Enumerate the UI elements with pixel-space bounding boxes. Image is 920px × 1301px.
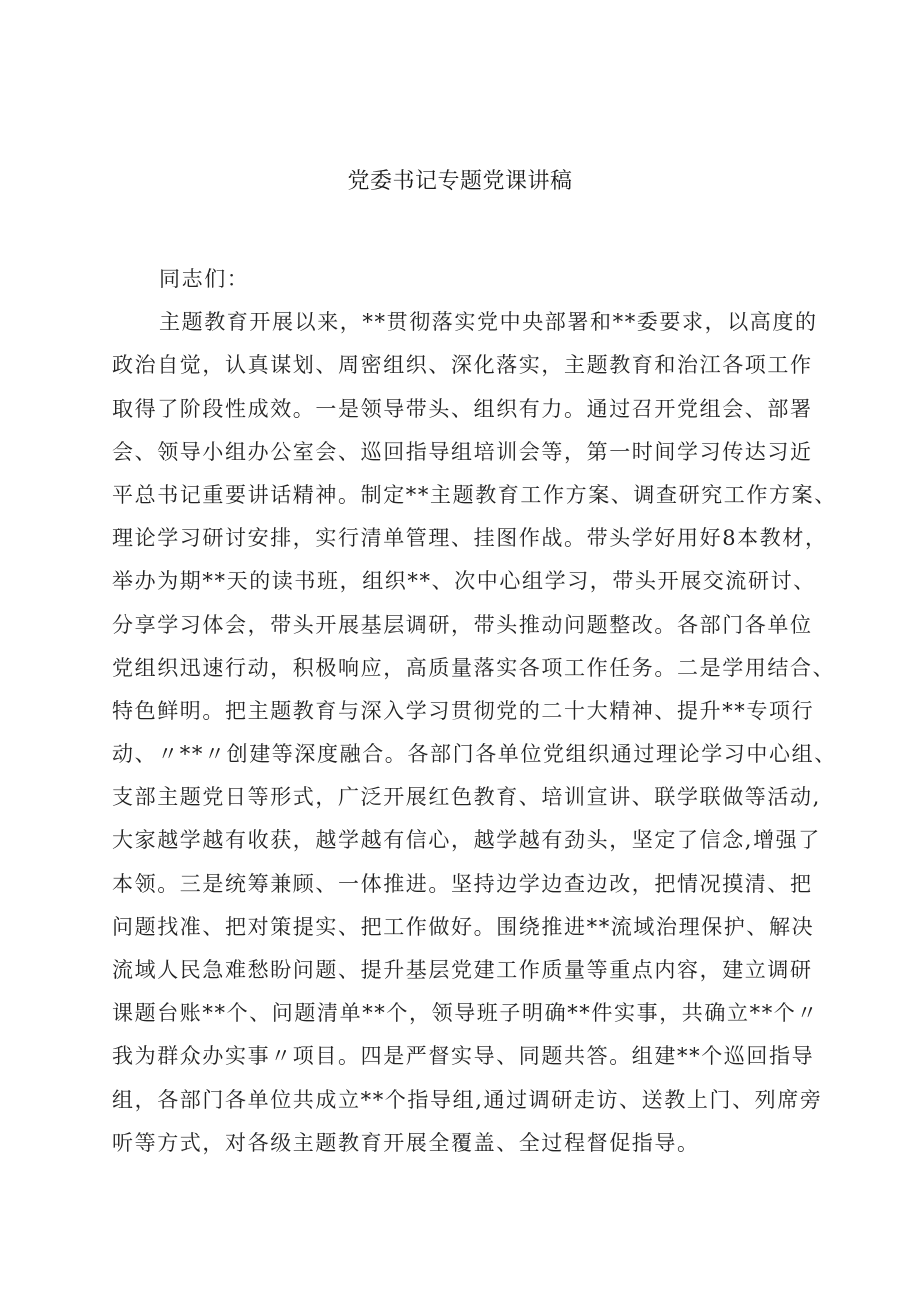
paragraph-line: 课题台账**个、问题清单**个，领导班子明确**件实事，共确立**个〃: [112, 1001, 819, 1026]
paragraph-line: 理论学习研讨安排，实行清单管理、挂图作战。带头学好用好8本教材，: [112, 526, 828, 551]
paragraph-line: 流域人民急难愁盼问题、提升基层党建工作质量等重点内容，建立调研: [112, 958, 813, 982]
paragraph-line: 主题教育开展以来，**贯彻落实党中央部署和**委要求，以高度的: [159, 310, 818, 335]
paragraph-line: 平总书记重要讲话精神。制定**主题教育工作方案、调查研究工作方案、: [112, 482, 837, 507]
paragraph-line: 会、领导小组办公室会、巡回指导组培训会等，第一时间学习传达习近: [112, 439, 813, 464]
salutation-line: 同志们：: [159, 267, 250, 291]
paragraph-line: 听等方式，对各级主题教育开展全覆盖、全过程督促指导。: [112, 1130, 700, 1155]
paragraph-line: 党组织迅速行动，积极响应，高质量落实各项工作任务。二是学用结合、: [112, 655, 836, 680]
document-title: 党委书记专题党课讲稿: [347, 169, 573, 194]
paragraph-line: 组，各部门各单位共成立**个指导组,通过调研走访、送教上门、列席旁: [112, 1087, 823, 1112]
paragraph-line: 问题找准、把对策提实、把工作做好。围绕推进**流域治理保护、解决: [112, 914, 815, 939]
paragraph-line: 支部主题党日等形式，广泛开展红色教育、培训宣讲、联学联做等活动,: [112, 785, 821, 810]
paragraph-line: 本领。三是统筹兼顾、一体推进。坚持边学边查边改，把情况摸清、把: [112, 871, 813, 896]
paragraph-line: 取得了阶段性成效。一是领导带头、组织有力。通过召开党组会、部署: [112, 396, 813, 421]
paragraph-line: 分享学习体会，带头开展基层调研，带头推动问题整改。各部门各单位: [112, 612, 813, 637]
paragraph-line: 举办为期**天的读书班，组织**、次中心组学习，带头开展交流研讨、: [112, 569, 816, 594]
paragraph-line: 我为群众办实事〃项目。四是严督实导、同题共答。组建**个巡回指导: [112, 1044, 815, 1069]
paragraph-line: 大家越学越有收获，越学越有信心，越学越有劲头，坚定了信念,增强了: [112, 828, 821, 853]
paragraph-line: 特色鲜明。把主题教育与深入学习贯彻党的二十大精神、提升**专项行: [112, 698, 815, 723]
paragraph-line: 政治自觉，认真谋划、周密组织、深化落实，主题教育和治江各项工作: [112, 353, 813, 378]
document-body: [112, 258, 840, 1165]
paragraph-line: 动、〃**〃创建等深度融合。各部门各单位党组织通过理论学习中心组、: [112, 742, 837, 767]
